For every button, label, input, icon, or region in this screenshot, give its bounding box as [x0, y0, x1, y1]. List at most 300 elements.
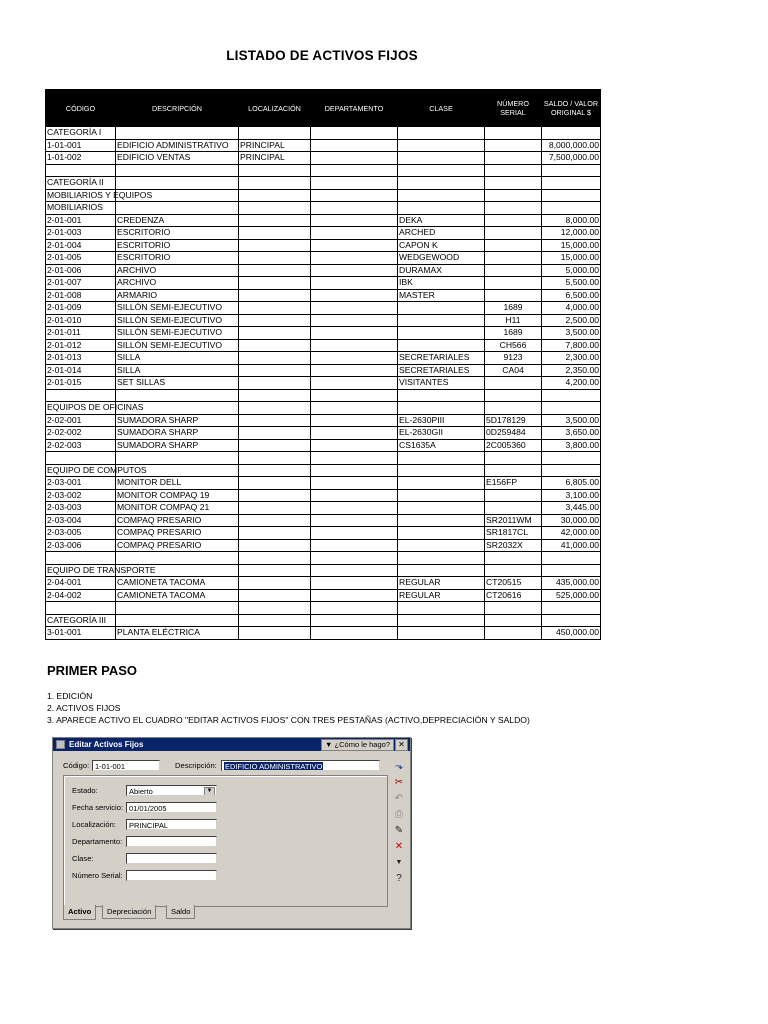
table-cell: E156FP: [485, 477, 542, 490]
table-cell: [398, 552, 485, 565]
table-cell: CT20515: [485, 577, 542, 590]
table-cell: [239, 427, 311, 440]
table-cell: SILLÓN SEMI-EJECUTIVO: [116, 339, 239, 352]
table-cell: [311, 602, 398, 615]
table-row: [46, 577, 601, 590]
table-cell: CA04: [485, 364, 542, 377]
table-row: [46, 227, 601, 240]
table-cell: 2-01-005: [46, 252, 116, 265]
table-cell: EDIFICIO ADMINISTRATIVO: [116, 139, 239, 152]
table-cell: [239, 164, 311, 177]
table-cell: 5,000.00: [542, 264, 601, 277]
table-cell: [46, 389, 116, 402]
table-cell: 3,650.00: [542, 427, 601, 440]
header-localizacion: LOCALIZACIÓN: [239, 90, 311, 127]
table-cell: [542, 614, 601, 627]
localizacion-field[interactable]: PRINCIPAL: [126, 819, 217, 830]
estado-select[interactable]: [126, 785, 217, 796]
fecha-label: Fecha servicio:: [72, 803, 124, 812]
table-cell: SR2011WM: [485, 514, 542, 527]
table-cell: [485, 564, 542, 577]
table-cell: MASTER: [398, 289, 485, 302]
table-cell: [485, 464, 542, 477]
table-cell: REGULAR: [398, 589, 485, 602]
table-cell: [239, 502, 311, 515]
category-label: [46, 127, 116, 140]
edit-icon[interactable]: ✎: [394, 825, 404, 836]
table-cell: 2-04-002: [46, 589, 116, 602]
category-label: [46, 402, 144, 415]
table-cell: [239, 239, 311, 252]
table-cell: [398, 452, 485, 465]
table-cell: [311, 327, 398, 340]
table-cell: [485, 377, 542, 390]
header-numero-serial: NÚMERO SERIAL: [485, 90, 542, 127]
tab-activo[interactable]: Activo: [63, 905, 96, 920]
table-cell: 4,200.00: [542, 377, 601, 390]
table-cell: [311, 227, 398, 240]
table-cell: MONITOR COMPAQ 21: [116, 502, 239, 515]
table-cell: [239, 452, 311, 465]
table-cell: [239, 302, 311, 315]
table-row: [46, 589, 601, 602]
table-cell: 2-01-015: [46, 377, 116, 390]
cut-icon[interactable]: ✂: [394, 777, 404, 788]
table-cell: [239, 214, 311, 227]
category-text: EQUIPO DE COMPUTOS: [47, 464, 147, 475]
step-item: 1. EDICIÓN: [47, 691, 93, 701]
category-text: CATEGORÍA II: [47, 177, 104, 187]
table-row: [46, 164, 601, 177]
table-cell: [398, 614, 485, 627]
table-cell: 2-03-006: [46, 539, 116, 552]
table-row: [46, 439, 601, 452]
table-cell: CS1635A: [398, 439, 485, 452]
numero-serial-field[interactable]: [126, 870, 217, 881]
table-cell: 450,000.00: [542, 627, 601, 640]
table-cell: [239, 339, 311, 352]
table-cell: [485, 602, 542, 615]
table-cell: 2-01-012: [46, 339, 116, 352]
table-cell: ARCHIVO: [116, 277, 239, 290]
table-cell: 2,500.00: [542, 314, 601, 327]
table-cell: [311, 589, 398, 602]
table-cell: 3,500.00: [542, 327, 601, 340]
delete-icon[interactable]: ✕: [394, 841, 404, 852]
table-cell: [239, 527, 311, 540]
table-cell: [485, 502, 542, 515]
table-row: [46, 339, 601, 352]
table-cell: SUMADORA SHARP: [116, 439, 239, 452]
table-cell: MONITOR COMPAQ 19: [116, 489, 239, 502]
descripcion-field[interactable]: [221, 760, 380, 771]
departamento-field[interactable]: [126, 836, 217, 847]
table-cell: [239, 189, 311, 202]
table-cell: 5D178129: [485, 414, 542, 427]
table-cell: 2-02-003: [46, 439, 116, 452]
descripcion-label: Descripción:: [175, 761, 217, 770]
table-cell: SILLÓN SEMI-EJECUTIVO: [116, 327, 239, 340]
table-cell: 41,000.00: [542, 539, 601, 552]
descripcion-value: EDIFICIO ADMINISTRATIVO: [225, 762, 323, 771]
table-cell: [485, 627, 542, 640]
table-cell: [485, 152, 542, 165]
table-row: [46, 302, 601, 315]
table-cell: [239, 364, 311, 377]
table-row: [46, 514, 601, 527]
table-cell: CT20616: [485, 589, 542, 602]
table-cell: 0D259484: [485, 427, 542, 440]
table-cell: [239, 614, 311, 627]
table-cell: SECRETARIALES: [398, 352, 485, 365]
table-cell: CAMIONETA TACOMA: [116, 589, 239, 602]
table-cell: [311, 364, 398, 377]
tab-depreciacion[interactable]: Depreciación: [102, 905, 156, 919]
table-cell: 2,300.00: [542, 352, 601, 365]
table-cell: [239, 389, 311, 402]
save-icon[interactable]: ⬎: [394, 761, 404, 772]
dialog-titlebar: [53, 738, 410, 751]
table-cell: 2-01-013: [46, 352, 116, 365]
category-text: CATEGORÍA I: [47, 127, 102, 137]
edit-assets-dialog: [52, 737, 411, 929]
table-cell: [239, 264, 311, 277]
table-cell: [311, 564, 398, 577]
table-cell: 2-03-004: [46, 514, 116, 527]
table-cell: [485, 127, 542, 140]
table-cell: 2-01-010: [46, 314, 116, 327]
table-cell: [311, 277, 398, 290]
table-cell: [311, 427, 398, 440]
table-cell: [485, 164, 542, 177]
table-cell: COMPAQ PRESARIO: [116, 514, 239, 527]
table-cell: [239, 577, 311, 590]
table-cell: ARCHIVO: [116, 264, 239, 277]
activo-panel: [63, 775, 388, 907]
table-cell: [398, 339, 485, 352]
table-cell: 8,000,000.00: [542, 139, 601, 152]
category-label: [46, 464, 147, 477]
table-cell: [398, 564, 485, 577]
table-cell: SILLA: [116, 352, 239, 365]
table-cell: [398, 177, 485, 190]
table-cell: [311, 614, 398, 627]
table-cell: 3,445.00: [542, 502, 601, 515]
category-text: MOBILIARIOS Y EQUIPOS: [47, 189, 153, 200]
table-cell: ESCRITORIO: [116, 252, 239, 265]
table-cell: 3-01-001: [46, 627, 116, 640]
codigo-field[interactable]: 1-01-001: [92, 760, 160, 771]
table-cell: IBK: [398, 277, 485, 290]
assets-table: [45, 89, 601, 640]
table-cell: [46, 452, 116, 465]
table-header-row: [46, 90, 601, 127]
table-cell: [116, 452, 239, 465]
table-row: [46, 252, 601, 265]
departamento-label: Departamento:: [72, 837, 123, 846]
table-cell: PRINCIPAL: [239, 139, 311, 152]
table-cell: 5,500.00: [542, 277, 601, 290]
table-row: [46, 127, 601, 140]
table-cell: [542, 389, 601, 402]
table-cell: SILLA: [116, 364, 239, 377]
table-row: [46, 527, 601, 540]
table-cell: WEDGEWOOD: [398, 252, 485, 265]
table-row: [46, 564, 601, 577]
table-cell: 4,000.00: [542, 302, 601, 315]
table-cell: [398, 602, 485, 615]
table-cell: 3,100.00: [542, 489, 601, 502]
table-cell: SET SILLAS: [116, 377, 239, 390]
table-cell: [311, 252, 398, 265]
header-departamento: DEPARTAMENTO: [311, 90, 398, 127]
estado-label: Estado:: [72, 786, 98, 795]
table-row: [46, 614, 601, 627]
table-cell: REGULAR: [398, 577, 485, 590]
table-cell: 1689: [485, 302, 542, 315]
table-cell: PRINCIPAL: [239, 152, 311, 165]
table-cell: COMPAQ PRESARIO: [116, 527, 239, 540]
table-row: [46, 239, 601, 252]
table-cell: [311, 389, 398, 402]
table-cell: SILLÓN SEMI-EJECUTIVO: [116, 314, 239, 327]
table-cell: CH566: [485, 339, 542, 352]
table-cell: [311, 377, 398, 390]
table-cell: 2-01-001: [46, 214, 116, 227]
table-cell: [239, 127, 311, 140]
table-cell: [239, 377, 311, 390]
table-cell: [311, 177, 398, 190]
table-cell: [46, 552, 116, 565]
table-cell: [398, 502, 485, 515]
category-text: EQUIPO DE TRANSPORTE: [47, 564, 156, 575]
table-cell: CAPON K: [398, 239, 485, 252]
table-cell: EL-2630PIII: [398, 414, 485, 427]
table-cell: [542, 202, 601, 215]
table-cell: [116, 202, 239, 215]
category-label: [46, 177, 116, 190]
estado-value: Abierto: [129, 787, 153, 796]
table-cell: [398, 302, 485, 315]
table-row: [46, 489, 601, 502]
table-cell: [542, 452, 601, 465]
table-cell: 1-01-002: [46, 152, 116, 165]
table-row: [46, 414, 601, 427]
table-cell: ESCRITORIO: [116, 227, 239, 240]
table-cell: H11: [485, 314, 542, 327]
chevron-down-icon[interactable]: ▼: [204, 787, 215, 796]
table-cell: [239, 514, 311, 527]
table-cell: [239, 414, 311, 427]
table-cell: [239, 327, 311, 340]
table-cell: [311, 239, 398, 252]
table-cell: 15,000.00: [542, 252, 601, 265]
table-cell: 12,000.00: [542, 227, 601, 240]
header-descripcion: DESCRIPCIÓN: [116, 90, 239, 127]
table-cell: [542, 164, 601, 177]
table-cell: 1-01-001: [46, 139, 116, 152]
table-cell: [239, 602, 311, 615]
fecha-field[interactable]: 01/01/2005: [126, 802, 217, 813]
table-cell: [116, 389, 239, 402]
table-cell: [398, 539, 485, 552]
table-cell: 525,000.00: [542, 589, 601, 602]
table-cell: [311, 402, 398, 415]
category-text: CATEGORÍA III: [47, 614, 107, 625]
table-cell: [311, 489, 398, 502]
category-label: [46, 614, 116, 627]
table-cell: SUMADORA SHARP: [116, 427, 239, 440]
table-cell: [542, 564, 601, 577]
table-row: [46, 202, 601, 215]
close-icon[interactable]: ✕: [395, 739, 408, 751]
table-cell: SUMADORA SHARP: [116, 414, 239, 427]
table-row: [46, 377, 601, 390]
arrow-down-icon[interactable]: ▼: [395, 859, 403, 866]
table-cell: [46, 602, 116, 615]
table-cell: [311, 302, 398, 315]
table-cell: 2,350.00: [542, 364, 601, 377]
table-cell: [311, 314, 398, 327]
table-cell: [398, 314, 485, 327]
table-row: [46, 402, 601, 415]
table-cell: [311, 627, 398, 640]
table-cell: [485, 289, 542, 302]
table-row: [46, 552, 601, 565]
table-cell: [239, 627, 311, 640]
table-cell: PLANTA ELÉCTRICA: [116, 627, 239, 640]
table-cell: 2-01-003: [46, 227, 116, 240]
table-cell: 1689: [485, 327, 542, 340]
table-row: [46, 539, 601, 552]
table-cell: [485, 202, 542, 215]
table-cell: [311, 514, 398, 527]
table-cell: [311, 577, 398, 590]
table-cell: [311, 502, 398, 515]
page-title: LISTADO DE ACTIVOS FIJOS: [226, 48, 418, 63]
clase-field[interactable]: [126, 853, 217, 864]
table-row: [46, 477, 601, 490]
table-cell: [542, 552, 601, 565]
localizacion-label: Localización:: [72, 820, 116, 829]
table-cell: 2-03-002: [46, 489, 116, 502]
table-cell: [398, 627, 485, 640]
table-cell: 2-01-009: [46, 302, 116, 315]
table-cell: 42,000.00: [542, 527, 601, 540]
table-cell: [311, 464, 398, 477]
table-cell: [311, 477, 398, 490]
table-cell: CREDENZA: [116, 214, 239, 227]
header-codigo: CÓDIGO: [46, 90, 116, 127]
dialog-title: Editar Activos Fijos: [69, 740, 144, 749]
table-cell: [116, 602, 239, 615]
table-cell: 2-03-001: [46, 477, 116, 490]
table-cell: 9123: [485, 352, 542, 365]
header-saldo: SALDO / VALOR ORIGINAL $: [542, 90, 601, 127]
table-cell: 2C005360: [485, 439, 542, 452]
table-cell: 6,500.00: [542, 289, 601, 302]
table-cell: [485, 264, 542, 277]
table-cell: MONITOR DELL: [116, 477, 239, 490]
table-cell: [398, 477, 485, 490]
table-row: [46, 427, 601, 440]
table-cell: [239, 289, 311, 302]
table-cell: [398, 139, 485, 152]
table-cell: 30,000.00: [542, 514, 601, 527]
table-cell: [542, 189, 601, 202]
table-cell: [116, 552, 239, 565]
table-cell: 2-01-014: [46, 364, 116, 377]
table-row: [46, 264, 601, 277]
help-icon[interactable]: ?: [396, 873, 402, 884]
table-cell: [239, 227, 311, 240]
table-cell: [116, 614, 239, 627]
table-cell: ARMARIO: [116, 289, 239, 302]
table-cell: [485, 189, 542, 202]
table-cell: [542, 127, 601, 140]
steps-list: [47, 690, 530, 726]
table-cell: [311, 152, 398, 165]
table-cell: [239, 277, 311, 290]
undo-icon[interactable]: ↶: [394, 793, 404, 804]
table-cell: [311, 202, 398, 215]
table-cell: EL-2630GII: [398, 427, 485, 440]
table-cell: [311, 214, 398, 227]
table-cell: [239, 552, 311, 565]
table-row: [46, 327, 601, 340]
table-cell: [311, 552, 398, 565]
table-cell: [239, 177, 311, 190]
table-cell: [311, 289, 398, 302]
table-cell: [485, 389, 542, 402]
table-row: [46, 189, 601, 202]
table-cell: [398, 514, 485, 527]
table-cell: [485, 139, 542, 152]
step-item: 3. APARECE ACTIVO EL CUADRO "EDITAR ACTIVOS FIJOS" CON TRES PESTAÑAS (ACTIVO,DEPRECIACIÓN Y SALDO): [47, 715, 530, 725]
category-text: MOBILIARIOS: [47, 202, 103, 212]
table-cell: 2-01-007: [46, 277, 116, 290]
table-cell: [542, 177, 601, 190]
table-cell: [485, 177, 542, 190]
table-cell: CAMIONETA TACOMA: [116, 577, 239, 590]
category-label: [46, 564, 156, 577]
table-cell: [485, 552, 542, 565]
table-cell: [311, 264, 398, 277]
print-icon[interactable]: ⎙: [395, 809, 403, 820]
table-cell: [542, 402, 601, 415]
table-cell: [398, 402, 485, 415]
table-cell: [398, 389, 485, 402]
category-label: [46, 189, 153, 202]
table-cell: [485, 402, 542, 415]
table-cell: [116, 164, 239, 177]
table-cell: 8,000.00: [542, 214, 601, 227]
table-cell: [398, 152, 485, 165]
table-cell: [398, 327, 485, 340]
table-cell: SILLÓN SEMI-EJECUTIVO: [116, 302, 239, 315]
how-do-i-button[interactable]: ▼ ¿Cómo le hago?: [321, 739, 394, 751]
tab-saldo[interactable]: Saldo: [166, 905, 195, 919]
table-cell: [398, 127, 485, 140]
table-cell: [311, 339, 398, 352]
table-cell: [311, 352, 398, 365]
table-cell: [116, 127, 239, 140]
dialog-toolbar: [392, 760, 406, 888]
numero-serial-label: Número Serial:: [72, 871, 123, 880]
table-cell: 2-01-004: [46, 239, 116, 252]
table-cell: [239, 202, 311, 215]
table-row: [46, 277, 601, 290]
